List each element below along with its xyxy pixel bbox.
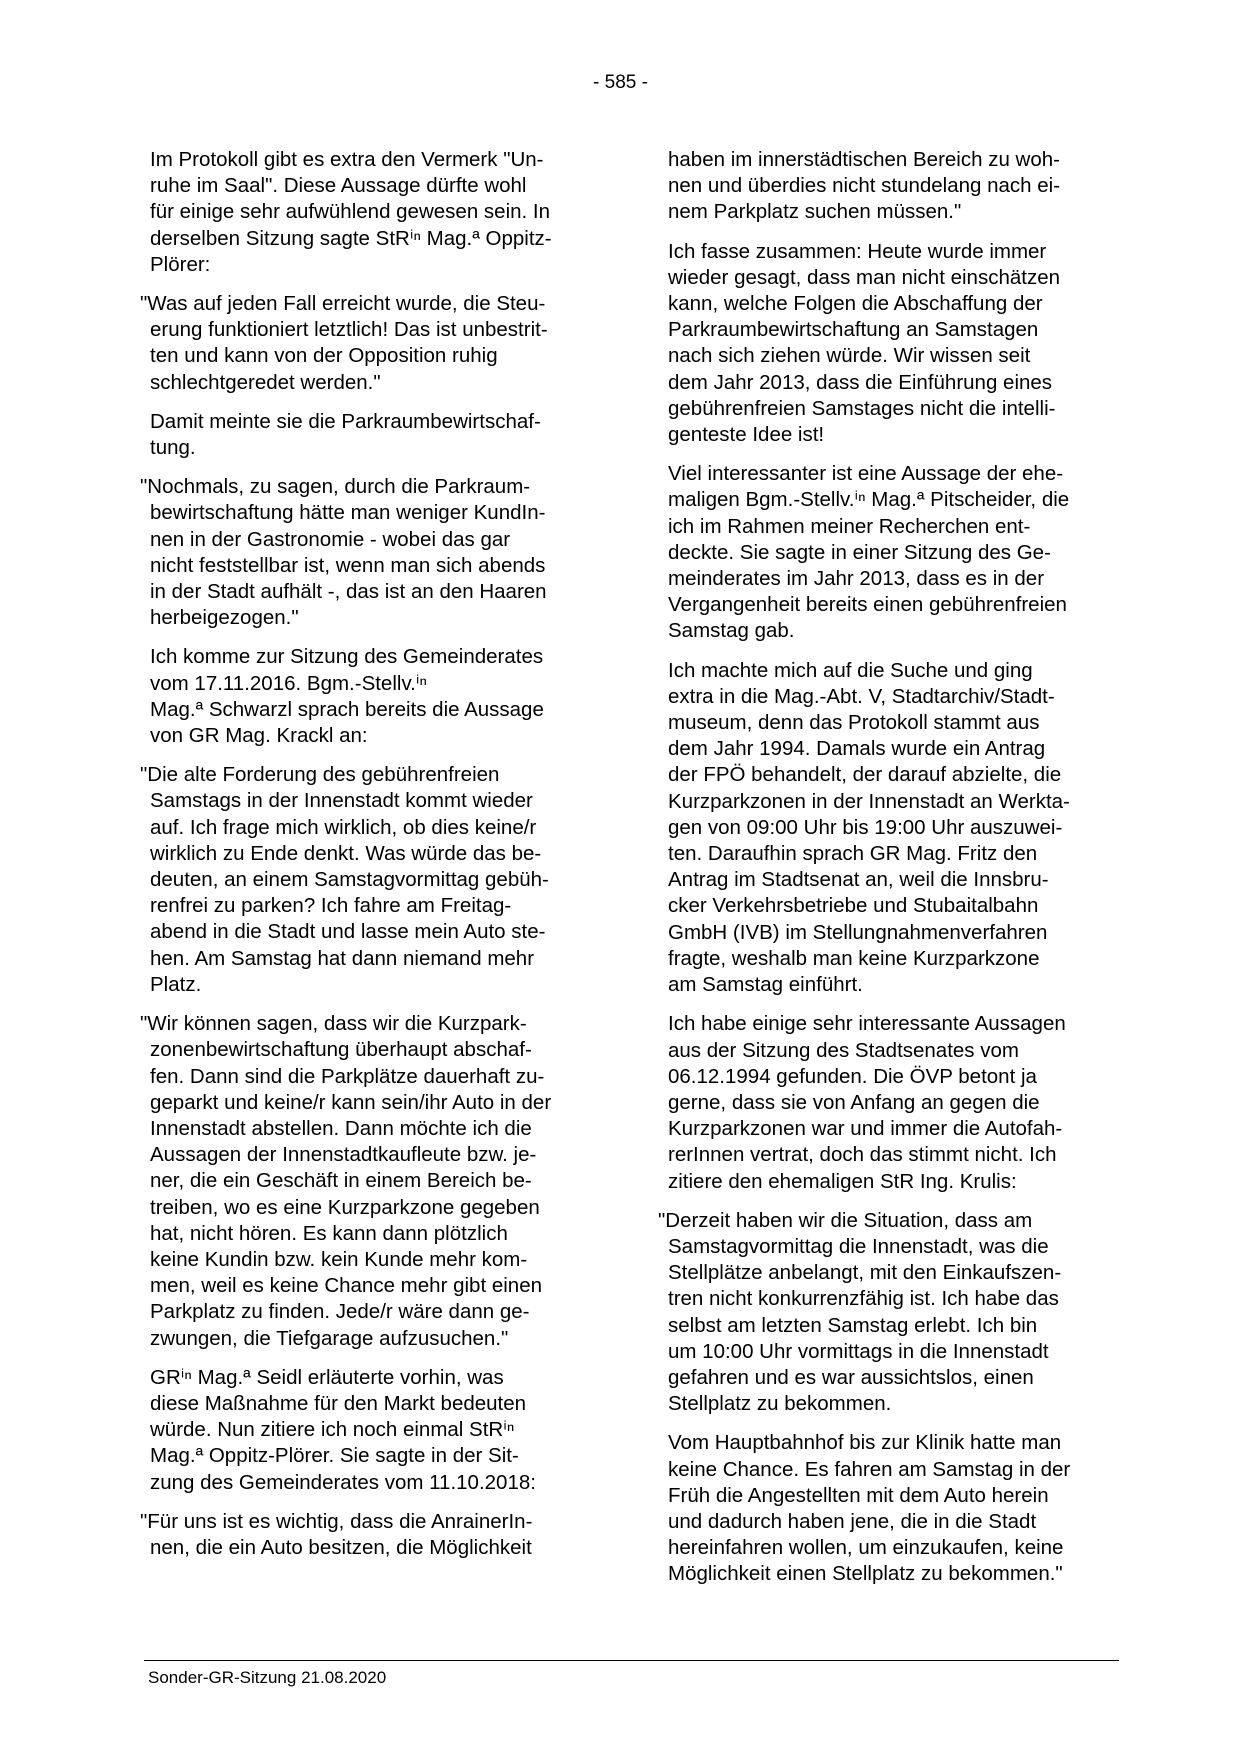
- paragraph: Ich machte mich auf die Suche und ging extra in die Mag.-Abt. V, Stadtarchiv/Stadt- museum, denn das Protokoll stammt aus dem Jahr 1994. Damals wurde ein Antrag der FPÖ behandelt, der darauf abzielte, die Kurzparkzonen in der Innenstadt an Werkta- gen von 09:00 Uhr bis 19:00 Uhr auszuwei- ten. Daraufhin sprach GR Mag. Fritz den Antrag im Stadtsenat an, weil die Innsbru- cker Verkehrsbetriebe und Stubaitalbahn GmbH (IVB) im Stellungnahmenverfahren fragte, weshalb man keine Kurzparkzone am Samstag einführt.: [668, 658, 1070, 997]
- quote-paragraph: "Nochmals, zu sagen, durch die Parkraum- bewirtschaftung hätte man weniger KundIn- nen in der Gastronomie - wobei das gar nicht feststellbar ist, wenn man sich abends in der Stadt aufhält -, das ist an den Haaren herbeigezogen.": [140, 475, 547, 630]
- paragraph: Damit meinte sie die Parkraumbewirtschaf- tung.: [150, 409, 541, 460]
- paragraph: Ich fasse zusammen: Heute wurde immer wieder gesagt, dass man nicht einschätzen kann, welche Folgen die Abschaffung der Parkraumbewirtschaftung an Samstagen nach sich ziehen würde. Wir wissen seit dem Jahr 2013, dass die Einführung eines gebührenfreien Samstages nicht die intelli- genteste Idee ist!: [668, 239, 1061, 447]
- paragraph: GRⁱⁿ Mag.ª Seidl erläuterte vorhin, was diese Maßnahme für den Markt bedeuten würde. Nun zitiere ich noch einmal StRⁱⁿ Mag.ª Oppitz-Plörer. Sie sagte in der Sit- zung des Gemeinderates vom 11.10.2018:: [150, 1365, 536, 1494]
- footer-divider: [144, 1660, 1119, 1661]
- quote-paragraph: "Für uns ist es wichtig, dass die AnrainerIn- nen, die ein Auto besitzen, die Möglichkeit: [140, 1509, 533, 1559]
- quote-paragraph: "Die alte Forderung des gebührenfreien Samstags in der Innenstadt kommt wieder auf. Ich frage mich wirklich, ob dies keine/r wirklich zu Ende denkt. Was würde das be- deuten, an einem Samstagvormittag gebüh- renfrei zu parken? Ich fahre am Freitag- abend in die Stadt und lasse mein Auto ste- hen. Am Samstag hat dann niemand mehr Platz.: [140, 763, 549, 996]
- quote-paragraph: "Wir können sagen, dass wir die Kurzpark- zonenbewirtschaftung überhaupt abschaf- fen. Dann sind die Parkplätze dauerhaft zu- geparkt und keine/r kann sein/ihr Auto in der Innenstadt abstellen. Dann möchte ich die Aussagen der Innenstadtkaufleute bzw. je- ner, die ein Geschäft in einem Bereich be- treiben, wo es eine Kurzparkzone gegeben hat, nicht hören. Es kann dann plötzlich keine Kundin bzw. kein Kunde mehr kom- men, weil es keine Chance mehr gibt einen Parkplatz zu finden. Jede/r wäre dann ge- zwungen, die Tiefgarage aufzusuchen.": [140, 1012, 552, 1350]
- left-column: [140, 147, 615, 1574]
- paragraph: Vom Hauptbahnhof bis zur Klinik hatte man keine Chance. Es fahren am Samstag in der Früh die Angestellten mit dem Auto herein und dadurch haben jene, die in die Stadt hereinfahren wollen, um einzukaufen, keine Möglichkeit einen Stellplatz zu bekommen.": [668, 1431, 1071, 1586]
- paragraph: Ich habe einige sehr interessante Aussagen aus der Sitzung des Stadtsenates vom 06.12.1994 gefunden. Die ÖVP betont ja gerne, dass sie von Anfang an gegen die Kurzparkzonen war und immer die Autofah- rerInnen vertrat, doch das stimmt nicht. Ich zitiere den ehemaligen StR Ing. Krulis:: [668, 1012, 1066, 1193]
- paragraph: Viel interessanter ist eine Aussage der ehe- maligen Bgm.-Stellv.ⁱⁿ Mag.ª Pitscheider, die ich im Rahmen meiner Recherchen ent- deckte. Sie sagte in einer Sitzung des Ge- meinderates im Jahr 2013, dass es in der Vergangenheit bereits einen gebührenfreien Samstag gab.: [668, 462, 1070, 643]
- page-number: - 585 -: [593, 72, 648, 93]
- quote-paragraph: "Derzeit haben wir die Situation, dass am Samstagvormittag die Innenstadt, was die Stellplätze anbelangt, mit den Einkaufszen- tren nicht konkurrenzfähig ist. Ich habe das selbst am letzten Samstag erlebt. Ich bin um 10:00 Uhr vormittags in die Innenstadt gefahren und es war aussichtslos, einen Stellplatz zu bekommen.: [658, 1208, 1062, 1416]
- footer-session-label: Sonder-GR-Sitzung 21.08.2020: [148, 1668, 387, 1687]
- paragraph: haben im innerstädtischen Bereich zu woh- nen und überdies nicht stundelang nach ei- nem Parkplatz suchen müssen.": [668, 148, 1061, 224]
- paragraph: Im Protokoll gibt es extra den Vermerk "Un- ruhe im Saal". Diese Aussage dürfte wohl für einige sehr aufwühlend gewesen sein. In derselben Sitzung sagte StRⁱⁿ Mag.ª Oppitz- Plörer:: [150, 148, 552, 276]
- right-column: [658, 147, 1133, 1601]
- quote-paragraph: "Was auf jeden Fall erreicht wurde, die Steu- erung funktioniert letztlich! Das ist unbestrit- ten und kann von der Opposition ruhig schlechtgeredet werden.": [140, 292, 548, 394]
- paragraph: Ich komme zur Sitzung des Gemeinderates vom 17.11.2016. Bgm.-Stellv.ⁱⁿ Mag.ª Schwarzl sprach bereits die Aussage von GR Mag. Krackl an:: [150, 645, 544, 748]
